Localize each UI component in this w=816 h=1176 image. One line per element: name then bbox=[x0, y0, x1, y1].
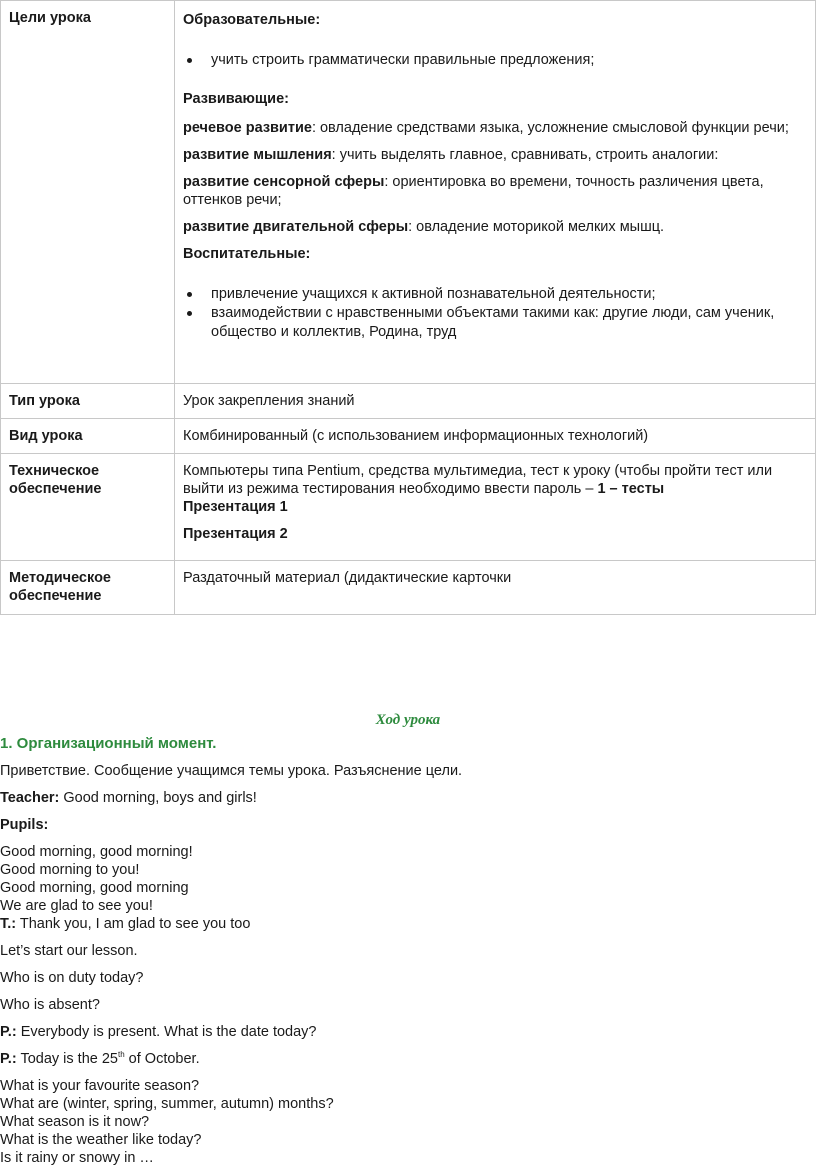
song-line: Good morning, good morning bbox=[0, 880, 189, 896]
developing-item bbox=[183, 146, 807, 164]
term: развитие двигательной сферы bbox=[183, 219, 409, 235]
presentation-2-link[interactable]: Презентация 2 bbox=[183, 526, 288, 542]
technical-text bbox=[183, 462, 807, 498]
term: развитие сенсорной сферы bbox=[183, 174, 385, 190]
speech-text: Everybody is present. What is the date today? bbox=[16, 1024, 317, 1040]
speaker-label: P.: bbox=[0, 1024, 17, 1040]
developing-item bbox=[183, 218, 807, 236]
pupils-label bbox=[0, 816, 816, 834]
song-line: Good morning to you! bbox=[0, 862, 140, 878]
speech-text: Today is the 25 bbox=[16, 1051, 118, 1067]
table-row-goals bbox=[1, 1, 816, 384]
dialogue-line: Who is absent? bbox=[0, 997, 100, 1013]
intro-text: Приветствие. Сообщение учащимся темы урока. Разъяснение цели. bbox=[0, 763, 463, 779]
speech-text: Thank you, I am glad to see you too bbox=[16, 916, 251, 932]
question-line: What is your favourite season? bbox=[0, 1078, 200, 1094]
upbringing-heading: Воспитательные: bbox=[183, 246, 311, 262]
question-line: Is it rainy or snowy in … bbox=[0, 1150, 154, 1166]
p-line bbox=[0, 1050, 816, 1068]
educational-heading: Образовательные: bbox=[183, 12, 321, 28]
term: развитие мышления bbox=[183, 147, 332, 163]
lesson-kind-label: Вид урока bbox=[1, 419, 175, 454]
speaker-label: T.: bbox=[0, 916, 17, 932]
table-row-technical bbox=[1, 454, 816, 561]
presentation-1-link[interactable]: Презентация 1 bbox=[183, 499, 288, 515]
speech-text: of October. bbox=[124, 1051, 200, 1067]
t-line bbox=[0, 915, 816, 933]
list-item: учить строить грамматически правильные предложения; bbox=[211, 51, 807, 70]
lesson-type-label: Тип урока bbox=[1, 384, 175, 419]
song-line: Good morning, good morning! bbox=[0, 844, 193, 860]
speaker-label: Teacher: bbox=[0, 790, 60, 806]
lesson-type-value: Урок закрепления знаний bbox=[175, 384, 816, 419]
p-line bbox=[0, 1023, 816, 1041]
table-row-lesson-kind bbox=[1, 419, 816, 454]
goals-cell bbox=[175, 1, 816, 384]
educational-list bbox=[183, 51, 807, 70]
ordinal-suffix: th bbox=[117, 1050, 125, 1060]
table-row-methodical bbox=[1, 561, 816, 615]
question-line: What is the weather like today? bbox=[0, 1132, 202, 1148]
upbringing-list bbox=[183, 285, 807, 342]
lesson-progress bbox=[0, 712, 816, 1167]
goals-label: Цели урока bbox=[1, 1, 175, 384]
teacher-line bbox=[0, 789, 816, 807]
developing-item bbox=[183, 119, 807, 137]
technical-label: Техническое обеспечение bbox=[1, 454, 175, 561]
term: речевое развитие bbox=[183, 120, 312, 136]
lesson-kind-value: Комбинированный (с использованием информационных технологий) bbox=[175, 419, 816, 454]
term-text: : овладение моторикой мелких мышц. bbox=[408, 219, 665, 235]
list-item: привлечение учащихся к активной познавательной деятельности; bbox=[211, 285, 807, 304]
question-line: What are (winter, spring, summer, autumn) months? bbox=[0, 1096, 334, 1112]
song-line: We are glad to see you! bbox=[0, 898, 153, 914]
speaker-label: Pupils: bbox=[0, 817, 49, 833]
speech-text: Good morning, boys and girls! bbox=[59, 790, 257, 806]
list-item: взаимодействии с нравственными объектами такими как: другие люди, сам ученик, общество и коллектив, Родина, труд bbox=[211, 304, 807, 342]
dialogue-line: Who is on duty today? bbox=[0, 970, 144, 986]
technical-description: Компьютеры типа Pentium, средства мультимедиа, тест к уроку (чтобы пройти тест или выйти из режима тестирования необходимо ввести пароль – bbox=[183, 463, 773, 497]
password: 1 – тесты bbox=[597, 481, 665, 497]
term-text: : овладение средствами языка, усложнение смысловой функции речи; bbox=[311, 120, 789, 136]
developing-item bbox=[183, 173, 807, 209]
term-text: : учить выделять главное, сравнивать, строить аналогии: bbox=[331, 147, 719, 163]
term-text: : ориентировка во времени, точность различения цвета, оттенков речи; bbox=[183, 174, 764, 208]
developing-heading: Развивающие: bbox=[183, 91, 289, 107]
methodical-value: Раздаточный материал (дидактические карточки bbox=[175, 561, 816, 615]
question-line: What season is it now? bbox=[0, 1114, 150, 1130]
methodical-label: Методическое обеспечение bbox=[1, 561, 175, 615]
table-row-lesson-type bbox=[1, 384, 816, 419]
section-title: 1. Организационный момент. bbox=[0, 735, 217, 752]
technical-cell bbox=[175, 454, 816, 561]
dialogue-line: Let’s start our lesson. bbox=[0, 943, 138, 959]
lesson-title: Ход урока bbox=[375, 712, 441, 728]
speaker-label: P.: bbox=[0, 1051, 17, 1067]
